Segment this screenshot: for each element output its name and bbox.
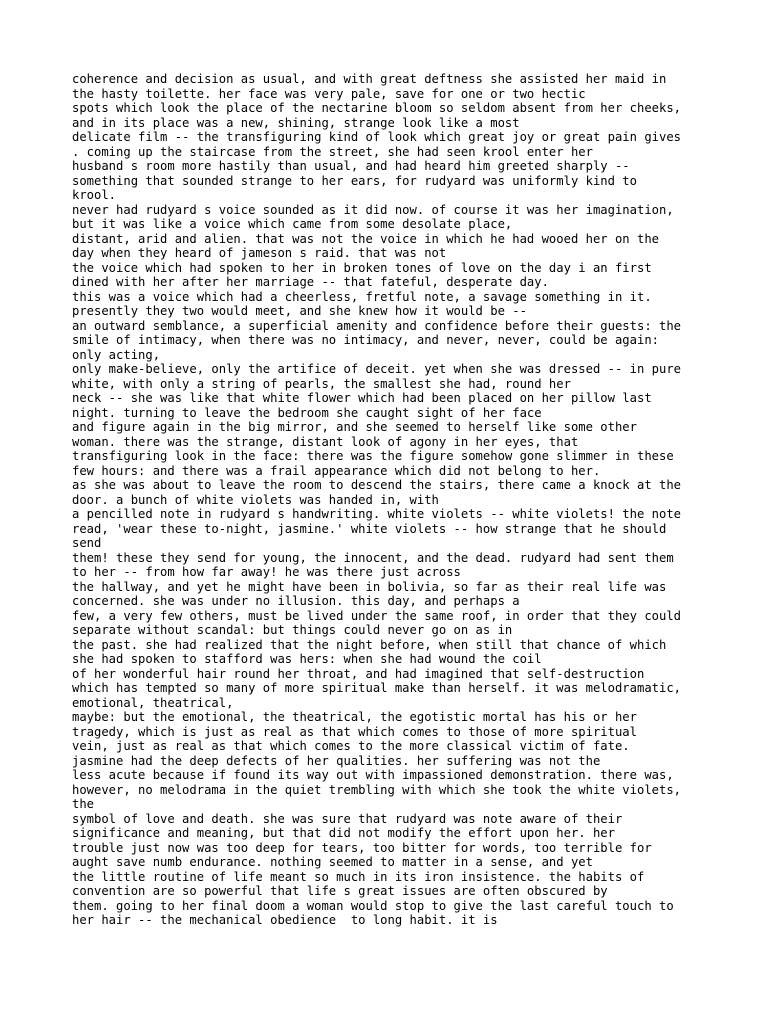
text-line: neck -- she was like that white flower which had been placed on her pillow last: [72, 391, 652, 405]
text-line: concerned. she was under no illusion. this day, and perhaps a: [72, 594, 520, 608]
text-line: she had spoken to stafford was hers: when she had wound the coil: [72, 652, 542, 666]
text-line: significance and meaning, but that did not modify the effort upon her. her: [72, 826, 615, 840]
text-line: few hours: and there was a frail appearance which did not belong to her.: [72, 463, 601, 478]
text-line: her hair -- the mechanical obedience to long habit. it is: [72, 913, 498, 927]
text-line: the hasty toilette. her face was very pale, save for one or two hectic: [72, 86, 586, 101]
text-line: smile of intimacy, when there was no intimacy, and never, never, could be again:: [72, 333, 659, 347]
text-line: and figure again in the big mirror, and she seemed to herself like some other: [72, 420, 637, 434]
text-line: night. turning to leave the bedroom she caught sight of her face: [72, 405, 542, 420]
text-line: presently they two would meet, and she knew how it would be --: [72, 304, 527, 318]
text-line: only acting,: [72, 347, 161, 362]
text-line: something that sounded strange to her ears, for rudyard was uniformly kind to: [72, 173, 637, 188]
text-line: jasmine had the deep defects of her qualities. her suffering was not the: [72, 753, 601, 768]
text-line: them. going to her final doom a woman would stop to give the last careful touch to: [72, 898, 674, 913]
text-line: vein, just as real as that which comes to the more classical victim of fate.: [72, 739, 630, 753]
text-line: emotional, theatrical,: [72, 695, 234, 710]
text-line: less acute because if found its way out with impassioned demonstration. there was,: [72, 768, 674, 782]
text-line: the past. she had realized that the night before, when still that chance of which: [72, 637, 667, 652]
text-line: the little routine of life meant so much in its iron insistence. the habits of: [72, 869, 645, 884]
text-line: door. a bunch of white violets was handed in, with: [72, 492, 439, 507]
text-line: . coming up the staircase from the street, she had seen krool enter her: [72, 144, 593, 159]
text-line: only make-believe, only the artifice of deceit. yet when she was dressed -- in pure: [72, 362, 682, 376]
text-line: separate without scandal: but things could never go on as in: [72, 623, 513, 637]
text-line: but it was like a voice which came from some desolate place,: [72, 217, 513, 231]
text-line: convention are so powerful that life s great issues are often obscured by: [72, 884, 608, 898]
text-line: however, no melodrama in the quiet trembling with which she took the white violets,: [72, 782, 682, 797]
text-line: transfiguring look in the face: there was the figure somehow gone slimmer in these: [72, 449, 674, 463]
text-line: and in its place was a new, shining, strange look like a most: [72, 115, 520, 130]
text-line: send: [72, 536, 102, 550]
document-page: [72, 72, 712, 928]
text-line: never had rudyard s voice sounded as it did now. of course it was her imagination,: [72, 202, 674, 217]
text-line: husband s room more hastily than usual, and had heard him greeted sharply --: [72, 159, 630, 173]
text-line: aught save numb endurance. nothing seemed to matter in a sense, and yet: [72, 855, 593, 869]
text-line: trouble just now was too deep for tears, too bitter for words, too terrible for: [72, 840, 652, 855]
text-line: which has tempted so many of more spiritual make than herself. it was melodramatic,: [72, 681, 682, 695]
text-line: as she was about to leave the room to descend the stairs, there came a knock at the: [72, 478, 682, 492]
text-line: of her wonderful hair round her throat, and had imagined that self-destruction: [72, 666, 645, 681]
text-line: the voice which had spoken to her in broken tones of love on the day i an first: [72, 260, 652, 275]
text-line: to her -- from how far away! he was there just across: [72, 565, 461, 579]
text-line: the: [72, 797, 95, 811]
text-line: read, 'wear these to-night, jasmine.' white violets -- how strange that he should: [72, 521, 667, 536]
text-line: this was a voice which had a cheerless, fretful note, a savage something in it.: [72, 289, 652, 304]
text-line: few, a very few others, must be lived under the same roof, in order that they could: [72, 608, 682, 623]
text-line: the hallway, and yet he might have been in bolivia, so far as their real life was: [72, 579, 667, 594]
text-line: maybe: but the emotional, the theatrical, the egotistic mortal has his or her: [72, 710, 637, 724]
text-line: white, with only a string of pearls, the smallest she had, round her: [72, 376, 571, 391]
text-line: tragedy, which is just as real as that which comes to those of more spiritual: [72, 724, 637, 739]
text-line: symbol of love and death. she was sure that rudyard was note aware of their: [72, 811, 623, 826]
text-line: delicate film -- the transfiguring kind of look which great joy or great pain gives: [72, 130, 682, 144]
text-line: woman. there was the strange, distant look of agony in her eyes, that: [72, 434, 579, 449]
text-line: a pencilled note in rudyard s handwriting. white violets -- white violets! the note: [72, 507, 682, 521]
text-line: them! these they send for young, the innocent, and the dead. rudyard had sent them: [72, 550, 674, 565]
text-line: coherence and decision as usual, and with great deftness she assisted her maid in: [72, 72, 667, 86]
text-line: an outward semblance, a superficial amenity and confidence before their guests: the: [72, 318, 682, 333]
text-line: krool.: [72, 188, 117, 202]
text-line: distant, arid and alien. that was not the voice in which he had wooed her on the: [72, 231, 659, 246]
text-line: day when they heard of jameson s raid. that was not: [72, 246, 447, 260]
text-line: dined with her after her marriage -- that fateful, desperate day.: [72, 275, 549, 289]
text-line: spots which look the place of the nectarine bloom so seldom absent from her cheeks,: [72, 101, 682, 115]
